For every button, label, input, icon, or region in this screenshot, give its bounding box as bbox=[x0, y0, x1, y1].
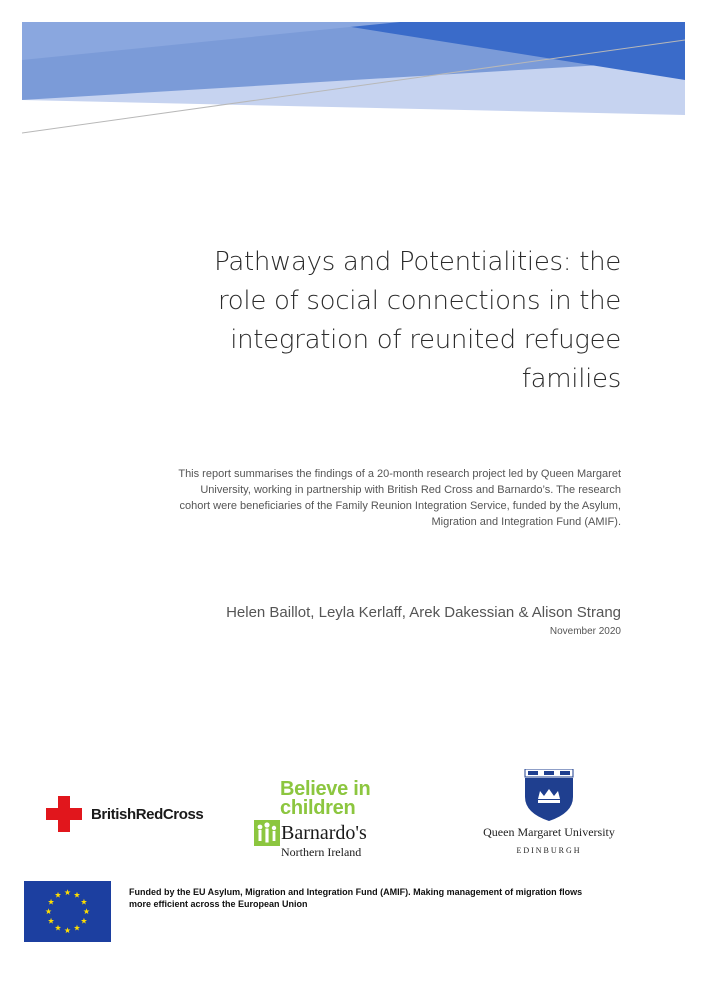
title-line: integration of reunited refugee bbox=[230, 325, 621, 355]
eu-star bbox=[74, 925, 80, 931]
eu-star bbox=[81, 899, 87, 905]
tagline-line: Believe in bbox=[280, 778, 371, 800]
title-line: families bbox=[521, 364, 621, 394]
eu-star bbox=[74, 892, 80, 898]
qmu-logo bbox=[476, 769, 622, 855]
eu-star bbox=[55, 925, 61, 931]
eu-star bbox=[55, 892, 61, 898]
red-cross-icon bbox=[46, 796, 82, 832]
eu-star bbox=[45, 908, 51, 914]
title-line: role of social connections in the bbox=[217, 286, 621, 316]
funding-statement bbox=[129, 886, 629, 910]
summary-line: Migration and Integration Fund (AMIF). bbox=[431, 516, 621, 528]
qmu-name: Queen Margaret University bbox=[483, 825, 615, 839]
publication-date: November 2020 bbox=[549, 626, 621, 637]
report-summary bbox=[151, 466, 621, 530]
eu-flag-icon bbox=[24, 881, 111, 942]
cover-banner bbox=[0, 0, 707, 150]
british-red-cross-logo bbox=[46, 796, 203, 832]
qmu-city: EDINBURGH bbox=[516, 846, 582, 855]
eu-stars bbox=[24, 881, 111, 942]
funding-line: more efficient across the European Union bbox=[129, 899, 308, 909]
summary-line: University, working in partnership with British Red Cross and Barnardo’s. The research bbox=[200, 484, 621, 496]
eu-star bbox=[48, 899, 54, 905]
barnardos-logo bbox=[254, 780, 394, 858]
eu-star bbox=[64, 927, 70, 933]
barnardos-region: Northern Ireland bbox=[281, 845, 362, 859]
children-figures-icon bbox=[254, 820, 280, 846]
eu-star bbox=[81, 918, 87, 924]
eu-star bbox=[83, 908, 89, 914]
title-line: Pathways and Potentialities: the bbox=[214, 247, 621, 277]
funding-line: Funded by the EU Asylum, Migration and Integration Fund (AMIF). Making management of migration flows bbox=[129, 887, 583, 897]
document-title bbox=[181, 243, 621, 399]
authors: Helen Baillot, Leyla Kerlaff, Arek Dakessian & Alison Strang bbox=[226, 604, 621, 621]
barnardos-name: Barnardo's bbox=[281, 822, 367, 844]
brc-logo-text: BritishRedCross bbox=[91, 805, 204, 823]
summary-line: cohort were beneficiaries of the Family Reunion Integration Service, funded by the Asylum, bbox=[179, 500, 621, 512]
summary-line: This report summarises the findings of a 20-month research project led by Queen Margaret bbox=[178, 468, 621, 480]
tagline-line: children bbox=[280, 797, 356, 819]
barnardos-tagline bbox=[254, 780, 394, 818]
qmu-crest-icon bbox=[522, 769, 576, 821]
eu-star bbox=[64, 889, 70, 895]
eu-star bbox=[48, 918, 54, 924]
